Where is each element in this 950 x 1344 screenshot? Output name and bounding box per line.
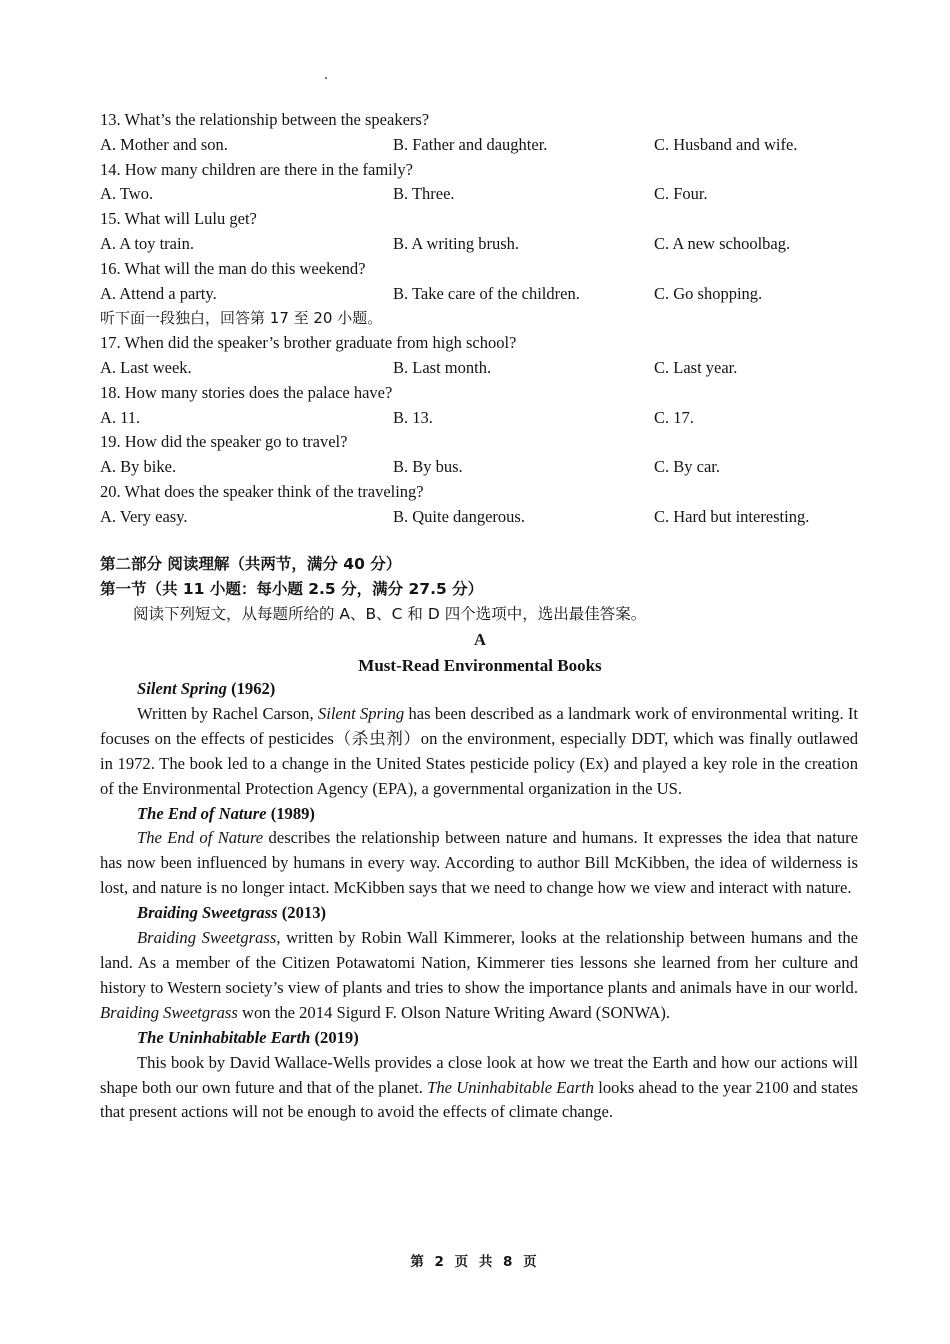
book-title-text: The Uninhabitable Earth <box>137 1027 311 1047</box>
question-18 <box>100 381 860 431</box>
option-a: A. A toy train. <box>100 233 194 253</box>
book-braiding-sweetgrass <box>100 901 858 1026</box>
options-row <box>100 282 860 307</box>
book-title-text: Braiding Sweetgrass <box>137 903 278 923</box>
options-row <box>100 406 860 431</box>
reading-section-header <box>100 552 860 679</box>
question-19 <box>100 430 860 480</box>
desc-text: won the 2014 Sigurd F. Olson Nature Writing Award (SONWA). <box>237 1002 671 1022</box>
desc-text: has been described as a landmark work of environmental writing. It focuses on the effects of pesticides（杀虫剂）on the environment, especially DDT, which was finally outlawed in 1972. The book led to a change in the United States pesticide policy (Ex) and played a key role in the creation of the Environmental Protection Agency (EPA), a governmental organization in the US. <box>100 703 858 798</box>
option-a: A. Last week. <box>100 357 192 377</box>
book-title <box>100 802 858 827</box>
option-a: A. Two. <box>100 184 154 204</box>
book-year: (2019) <box>314 1027 359 1047</box>
question-15 <box>100 207 860 257</box>
option-b: B. Take care of the children. <box>393 283 580 303</box>
book-title-text: The End of Nature <box>137 803 267 823</box>
question-16 <box>100 257 860 307</box>
question-stem: 17. When did the speaker’s brother graduate from high school? <box>100 333 517 353</box>
option-c: C. Husband and wife. <box>654 134 798 154</box>
option-b: B. A writing brush. <box>393 233 520 253</box>
question-stem: 13. What’s the relationship between the speakers? <box>100 110 430 129</box>
option-c: C. Go shopping. <box>654 283 763 303</box>
book-description <box>100 1051 858 1126</box>
section1-title: 第一节（共 11 小题：每小题 2.5 分，满分 27.5 分） <box>100 580 484 598</box>
listening-questions <box>100 108 860 530</box>
option-b: B. 13. <box>393 407 433 427</box>
desc-italic-title: The Uninhabitable Earth <box>427 1077 595 1097</box>
option-a: A. Mother and son. <box>100 134 228 154</box>
option-b: B. By bus. <box>393 457 463 477</box>
book-end-of-nature <box>100 802 858 902</box>
question-13 <box>100 108 860 158</box>
options-row <box>100 182 860 207</box>
option-c: C. Hard but interesting. <box>654 506 810 526</box>
part2-title: 第二部分 阅读理解（共两节，满分 40 分） <box>100 555 402 573</box>
passage-label: A <box>474 630 486 649</box>
option-c: C. Four. <box>654 184 708 204</box>
option-c: C. Last year. <box>654 357 738 377</box>
desc-italic-title: Braiding Sweetgrass <box>137 928 277 948</box>
options-row <box>100 356 860 381</box>
question-14 <box>100 158 860 208</box>
scan-speck <box>325 77 327 79</box>
question-stem: 18. How many stories does the palace have? <box>100 382 393 402</box>
book-year: (1989) <box>270 803 315 823</box>
book-title <box>100 677 858 702</box>
desc-text: Written by Rachel Carson, <box>137 703 318 723</box>
options-row <box>100 232 860 257</box>
option-c: C. A new schoolbag. <box>654 233 791 253</box>
option-a: A. Attend a party. <box>100 283 217 303</box>
book-uninhabitable-earth <box>100 1026 858 1126</box>
options-row <box>100 133 860 158</box>
option-a: A. 11. <box>100 407 141 427</box>
page-number: 第 2 页 共 8 页 <box>410 1254 540 1270</box>
options-row <box>100 455 860 480</box>
question-stem: 16. What will the man do this weekend? <box>100 258 366 278</box>
question-20 <box>100 480 860 530</box>
book-year: (1962) <box>231 679 276 698</box>
option-b: B. Quite dangerous. <box>393 506 525 526</box>
option-b: B. Last month. <box>393 357 492 377</box>
question-17 <box>100 331 860 381</box>
desc-text: , written by Robin Wall Kimmerer, looks at the relationship between humans and the land. As a member of the Citizen Potawatomi Nation, Kimmerer ties lessons she learned from her culture and history to Western society’s view of plants and tries to show the importance plants and animals have in our world. <box>100 928 859 997</box>
option-c: C. By car. <box>654 457 720 477</box>
book-title <box>100 901 858 926</box>
book-description <box>100 826 858 901</box>
book-title <box>100 1026 858 1051</box>
book-title-text: Silent Spring <box>137 679 227 698</box>
desc-text: describes the relationship between nature and humans. It expresses the idea that nature has now been influenced by humans in every way. According to author Bill McKibben, the idea of wilderness is lost, and nature is no longer intact. McKibben says that we need to change how we view and interact with nature. <box>100 828 859 898</box>
book-description <box>100 702 858 802</box>
option-b: B. Three. <box>393 184 455 204</box>
book-silent-spring <box>100 677 858 802</box>
desc-italic-title: Silent Spring <box>317 703 405 723</box>
desc-italic-title: The End of Nature <box>137 828 264 848</box>
desc-text: This book by David Wallace-Wells provides a close look at how we treat the Earth and how our actions will shape both our own future and that of the planet. <box>100 1052 858 1097</box>
option-a: A. Very easy. <box>100 506 188 526</box>
book-year: (2013) <box>281 903 327 923</box>
monologue-instruction: 听下面一段独白，回答第 17 至 20 小题。 <box>100 309 383 328</box>
question-stem: 15. What will Lulu get? <box>100 209 257 229</box>
option-c: C. 17. <box>654 407 694 427</box>
book-description <box>100 926 858 1026</box>
question-stem: 19. How did the speaker go to travel? <box>100 432 348 452</box>
article-title: Must-Read Environmental Books <box>358 656 602 675</box>
question-stem: 14. How many children are there in the family? <box>100 159 413 179</box>
options-row <box>100 505 860 530</box>
article-body <box>100 677 858 1125</box>
question-stem: 20. What does the speaker think of the traveling? <box>100 481 424 501</box>
reading-instruction: 阅读下列短文，从每题所给的 A、B、C 和 D 四个选项中，选出最佳答案。 <box>133 605 647 623</box>
desc-italic-title: Braiding Sweetgrass <box>100 1002 238 1022</box>
option-a: A. By bike. <box>100 457 177 477</box>
desc-text: looks ahead to the year 2100 and states that present actions will not be enough to avoid the effects of climate change. <box>100 1077 858 1122</box>
option-b: B. Father and daughter. <box>393 134 548 154</box>
